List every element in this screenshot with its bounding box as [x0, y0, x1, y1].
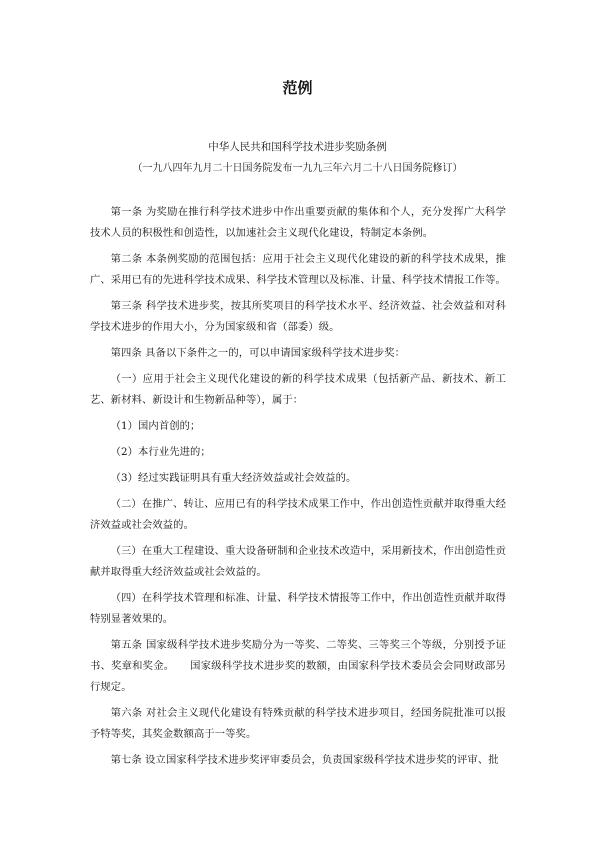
paragraph-article-1: 第一条 为奖励在推行科学技术进步中作出重要贡献的集体和个人，充分发挥广大科学技术人员的积极性和创造性，以加速社会主义现代化建设，特制定本条例。 [90, 206, 506, 239]
document-heading: 中华人民共和国科学技术进步奖励条例 [208, 141, 387, 153]
paragraph-item-2: （二）在推广、转让、应用已有的科学技术成果工作中，作出创造性贡献并取得重大经济效益或社会效益的。 [90, 498, 506, 531]
document-subheading: （一九八四年九月二十日国务院发布一九九三年六月二十八日国务院修订） [132, 163, 463, 174]
paragraph-article-5: 第五条 国家级科学技术进步奖励分为一等奖、二等奖、三等奖三个等级，分别授予证书、奖章和奖金。 国家级科学技术进步奖的数额，由国家科学技术委员会会同财政部另行规定。 [90, 639, 506, 693]
paragraph-article-4: 第四条 具备以下条件之一的，可以申请国家级科学技术进步奖： [110, 347, 406, 359]
paragraph-article-7: 第七条 设立国家科学技术进步奖评审委员会，负责国家级科学技术进步奖的评审、批 [110, 754, 499, 766]
paragraph-item-3: （三）在重大工程建设、重大设备研制和企业技术改造中，采用新技术，作出创造性贡献并取得重大经济效益或社会效益的。 [90, 545, 506, 578]
paragraph-subitem-3: （3）经过实践证明具有重大经济效益或社会效益的。 [110, 472, 357, 484]
paragraph-article-3: 第三条 科学技术进步奖，按其所奖项目的科学技术水平、经济效益、社会效益和对科学技术进步的作用大小，分为国家级和省（部委）级。 [90, 300, 506, 333]
page-title: 范例 [282, 79, 313, 97]
paragraph-subitem-2: （2）本行业先进的； [110, 446, 211, 458]
paragraph-item-4: （四）在科学技术管理和标准、计量、科学技术情报等工作中，作出创造性贡献并取得特别显著效果的。 [90, 592, 506, 625]
document-body [90, 202, 506, 776]
paragraph-subitem-1: （1）国内首创的； [110, 420, 201, 432]
paragraph-article-6: 第六条 对社会主义现代化建设有特殊贡献的科学技术进步项目，经国务院批准可以报予特等奖，其奖金数额高于一等奖。 [90, 707, 506, 740]
paragraph-article-2: 第二条 本条例奖励的范围包括：应用于社会主义现代化建设的新的科学技术成果，推广、采用已有的先进科学技术成果、科学技术管理以及标准、计量、科学技术情报工作等。 [90, 253, 506, 286]
paragraph-item-1: （一）应用于社会主义现代化建设的新的科学技术成果（包括新产品、新技术、新工艺、新材料、新设计和生物新品种等），属于： [90, 373, 506, 406]
